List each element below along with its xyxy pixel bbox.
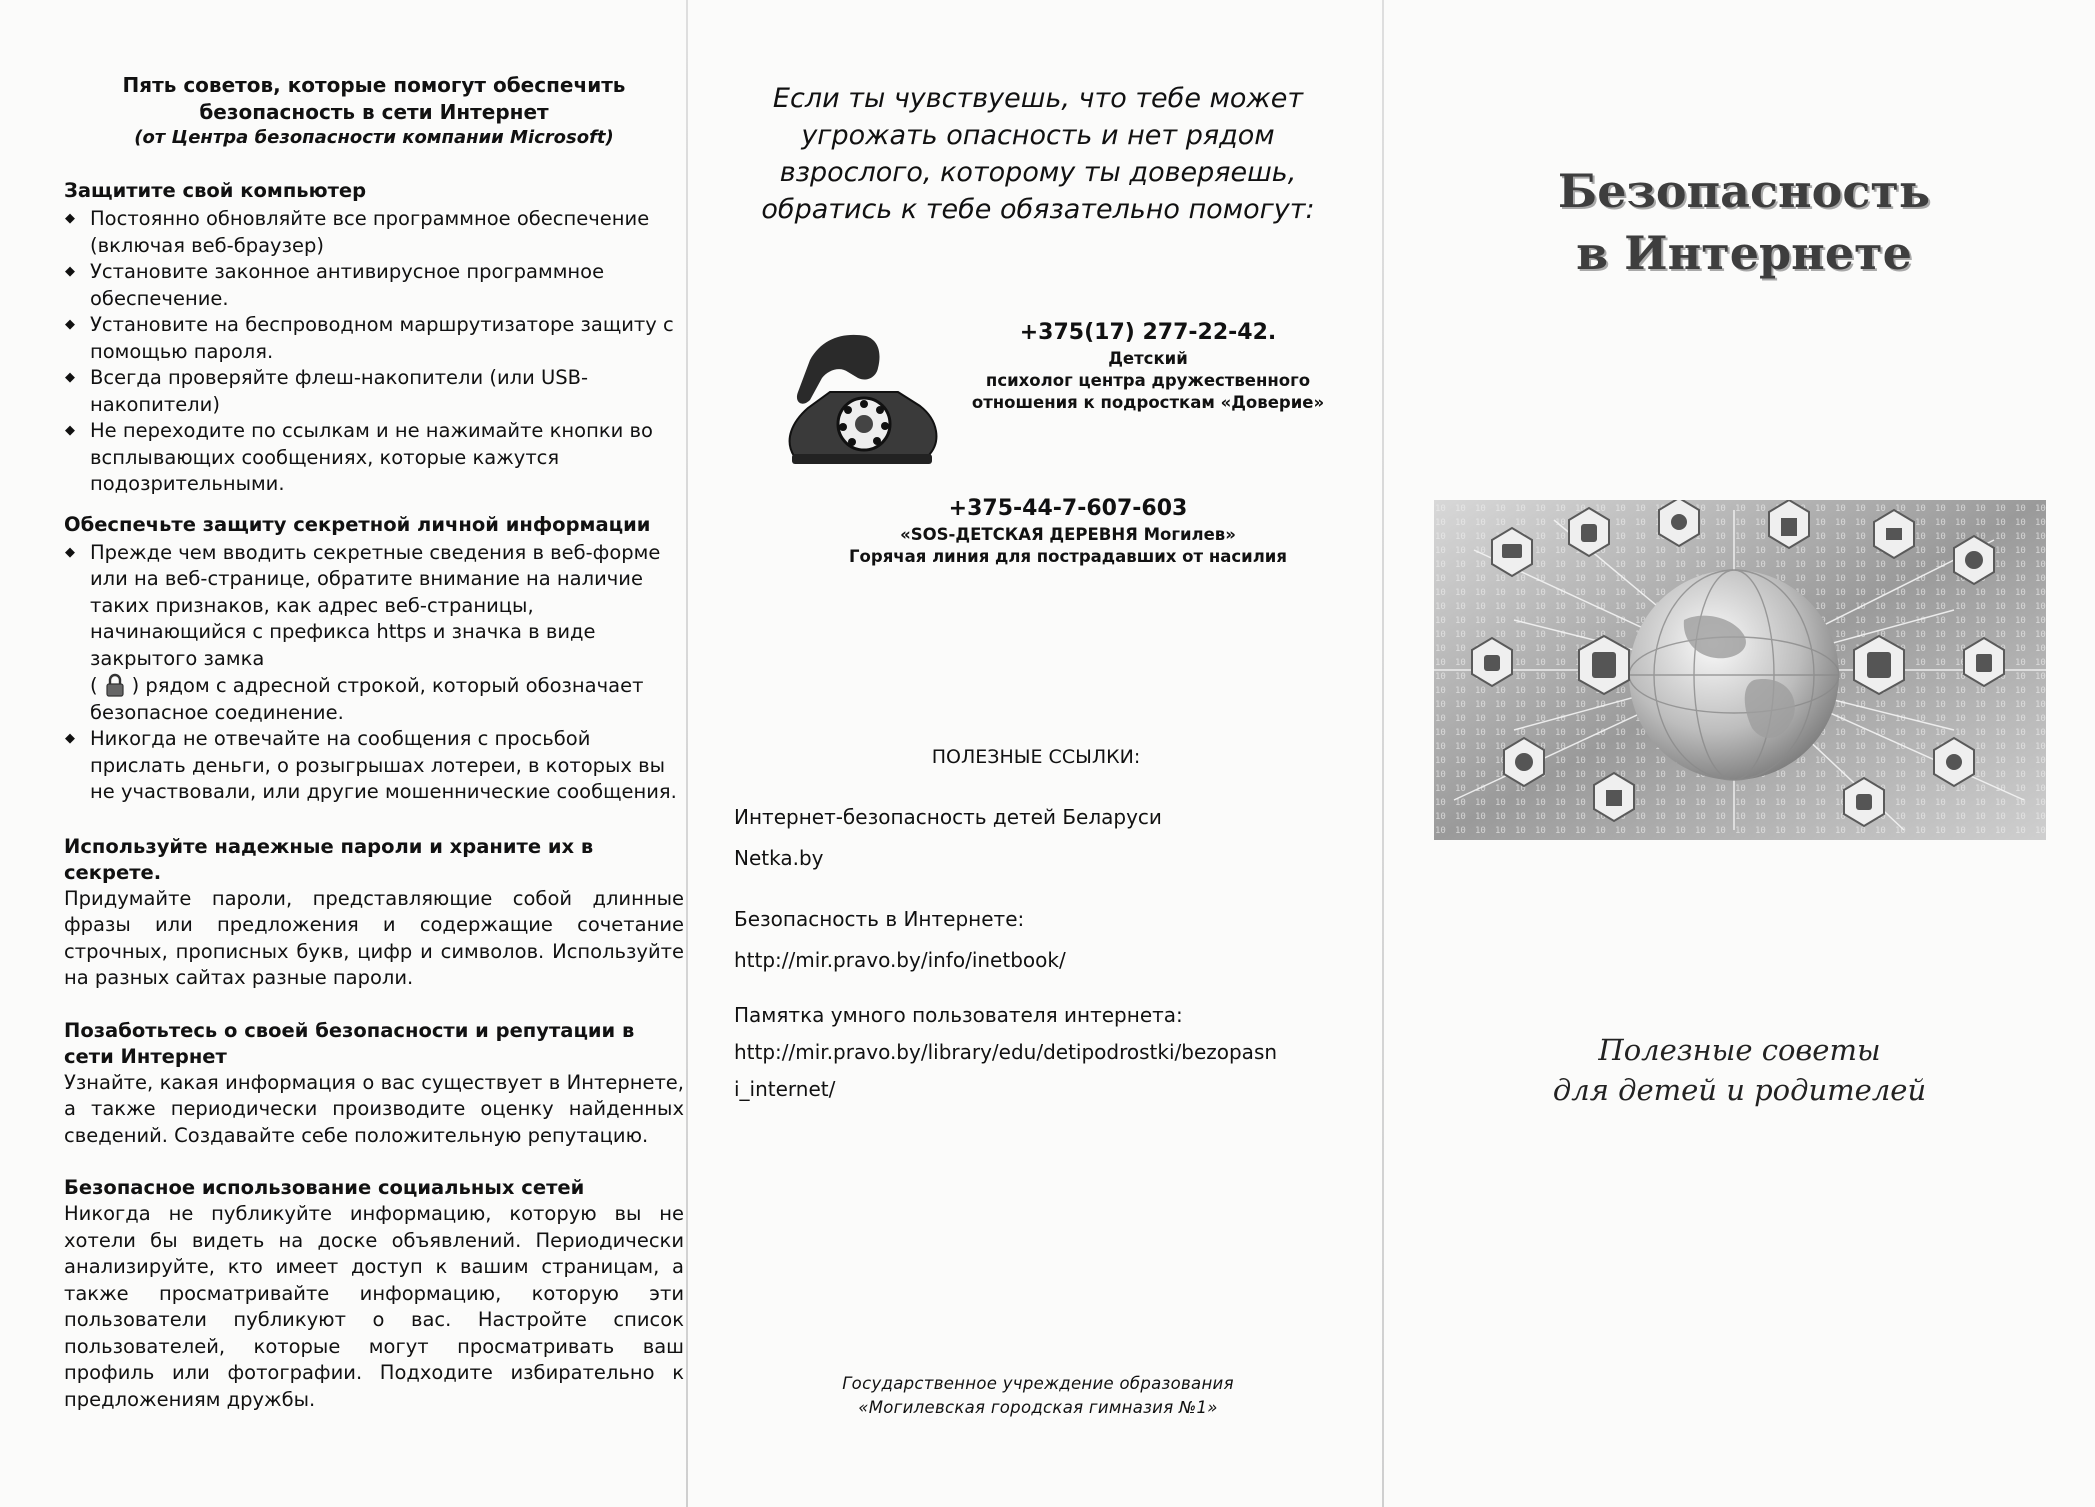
section-heading-private-info: Обеспечьте защиту секретной личной информации	[64, 512, 651, 536]
phone-number: +375(17) 277-22-42.	[1019, 320, 1277, 345]
tips-subtitle: (от Центра безопасности компании Microsoft)	[134, 127, 614, 148]
link-url[interactable]: http://mir.pravo.by/info/inetbook/	[734, 948, 1066, 972]
contact-sos-village: +375-44-7-607-603 «SOS-ДЕТСКАЯ ДЕРЕВНЯ Могилев» Горячая линия для пострадавших от насилия	[788, 494, 1348, 568]
section-text-passwords: Придумайте пароли, представляющие собой длинные фразы или предложения и содержащие сочетание строчных, прописных букв, цифр и символов. Используйте на разных сайтах разные пароли.	[64, 886, 684, 989]
tips-title: Пять советов, которые помогут обеспечить безопасность в сети Интернет	[122, 73, 626, 124]
panel-contacts	[688, 0, 1384, 1507]
help-quote: Если ты чувствуешь, что тебе может угрожать опасность и нет рядом взрослого, которому ты доверяешь, обратись к тебе обязательно помогут:	[761, 83, 1315, 225]
phone-number: +375-44-7-607-603	[948, 496, 1188, 521]
bullet-list-protect-computer	[64, 206, 684, 498]
list-item: ◆ Постоянно обновляйте все программное обеспечение (включая веб-браузер)	[64, 206, 684, 259]
list-item: ◆ Установите на беспроводном маршрутизаторе защиту с помощью пароля.	[64, 312, 684, 365]
link-url[interactable]: http://mir.pravo.by/library/edu/detipodrostki/bezopasn	[734, 1040, 1278, 1064]
section-heading-social-networks: Безопасное использование социальных сетей	[64, 1176, 585, 1199]
link-netka: Интернет-безопасность детей Беларуси Netka.by	[734, 802, 1354, 874]
section-text-social-networks: Никогда не публикуйте информацию, которую вы не хотели бы видеть на доске объявлений. Периодически анализируйте, кто имеет доступ к вашим страницам, а также просматривайте информацию, которую эти пользователи публикуют о вас. Настройте список пользователей, которые могут просматривать ваш профиль или фотографии. Подходите избирательно к предложениям дружбы.	[64, 1202, 684, 1411]
padlock-icon	[102, 672, 128, 698]
rotary-telephone-icon	[748, 330, 958, 474]
internet-globe-collage-image	[1434, 500, 2046, 840]
cover-subtitle: Полезные советы для детей и родителей	[1552, 1033, 1927, 1107]
list-item: ◆ Прежде чем вводить секретные сведения в веб-форме или на веб-странице, обратите внимание на наличие таких признаков, как адрес веб-страницы, начинающийся с префикса https и значка в виде закрытого замка ( ) рядом с адресной строкой, который обозначает безопасное соединение.	[64, 540, 684, 727]
link-url[interactable]: i_internet/	[734, 1077, 836, 1101]
section-heading-protect-computer: Защитите свой компьютер	[64, 179, 367, 202]
cover-title: Безопасность в Интернете	[1557, 164, 1931, 280]
useful-links-heading: ПОЛЕЗНЫЕ ССЫЛКИ:	[931, 746, 1141, 768]
section-heading-reputation: Позаботьтесь о своей безопасности и репутации в сети Интернет	[64, 1018, 635, 1068]
bullet-list-private-info	[64, 540, 684, 806]
list-item: ◆ Не переходите по ссылкам и не нажимайте кнопки во всплывающих сообщениях, которые кажутся подозрительными.	[64, 418, 684, 498]
list-item: ◆ Никогда не отвечайте на сообщения с просьбой прислать деньги, о розыгрышах лотереи, в которых вы не участвовали, или другие мошеннические сообщения.	[64, 726, 684, 806]
link-url[interactable]: Netka.by	[734, 846, 824, 870]
list-item: ◆ Всегда проверяйте флеш-накопители (или USB-накопители)	[64, 365, 684, 418]
link-memo: Памятка умного пользователя интернета: http://mir.pravo.by/library/edu/detipodrostki/bezopasn i_internet/	[734, 1000, 1354, 1105]
panel-tips	[0, 0, 688, 1507]
publisher-footer: Государственное учреждение образования «Могилевская городская гимназия №1»	[842, 1374, 1234, 1417]
section-heading-passwords: Используйте надежные пароли и храните их в секрете.	[64, 834, 594, 884]
list-item-text: Прежде чем вводить секретные сведения в веб-форме или на веб-странице, обратите внимание на наличие таких признаков, как адрес веб-страницы, начинающийся с префикса https и значка в виде закрытого замка	[90, 540, 661, 670]
section-text-reputation: Узнайте, какая информация о вас существует в Интернете, а также периодически производите оценку найденных сведений. Создавайте себе положительную репутацию.	[64, 1070, 684, 1147]
list-item-text: рядом с адресной строкой, который обозначает безопасное соединение.	[90, 674, 644, 724]
panel-cover	[1384, 0, 2095, 1507]
contact-trust-center: +375(17) 277-22-42. Детский психолог центра дружественного отношения к подросткам «Доверие»	[968, 318, 1328, 414]
list-item: ◆ Установите законное антивирусное программное обеспечение.	[64, 259, 684, 312]
link-inetbook: Безопасность в Интернете: http://mir.pravo.by/info/inetbook/	[734, 904, 1354, 976]
